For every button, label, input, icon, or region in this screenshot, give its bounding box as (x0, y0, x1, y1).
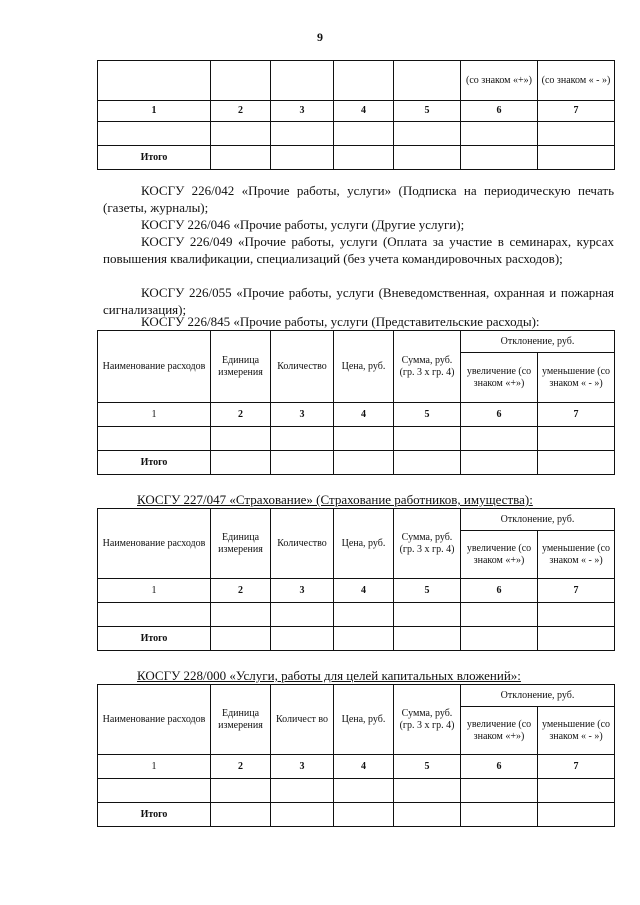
header-sum: Сумма, руб. (гр. 3 х гр. 4) (394, 509, 461, 579)
header-increase: увеличение (со знаком «+») (461, 353, 538, 403)
header-cell (98, 61, 211, 101)
total-label: Итого (98, 146, 211, 170)
col-number: 7 (538, 403, 615, 427)
header-quantity: Количество (271, 331, 334, 403)
header-unit: Единица измерения (211, 331, 271, 403)
header-deviation: Отклонение, руб. (461, 685, 615, 707)
paragraph-226-049: КОСГУ 226/049 «Прочие работы, услуги (Оплата за участие в семинарах, курсах повышения квалификации, специализаций (без учета командировочных расходов); (103, 234, 614, 266)
header-cell (394, 61, 461, 101)
paragraph-226-055: КОСГУ 226/055 «Прочие работы, услуги (Вневедомственная, охранная и пожарная сигнализация); (103, 285, 614, 317)
table-227-047 (97, 508, 615, 651)
total-label: Итого (98, 451, 211, 475)
header-increase: увеличение (со знаком «+») (461, 531, 538, 579)
col-number: 4 (334, 579, 394, 603)
table-row (98, 122, 615, 146)
header-price: Цена, руб. (334, 331, 394, 403)
col-number: 4 (334, 101, 394, 122)
header-sum: Сумма, руб. (гр. 3 х гр. 4) (394, 685, 461, 755)
col-number: 5 (394, 403, 461, 427)
col-number: 4 (334, 755, 394, 779)
col-number: 3 (271, 755, 334, 779)
header-price: Цена, руб. (334, 509, 394, 579)
col-number: 2 (211, 101, 271, 122)
total-row (98, 451, 615, 475)
header-unit: Единица измерения (211, 685, 271, 755)
column-number-row (98, 403, 615, 427)
header-unit: Единица измерения (211, 509, 271, 579)
col-number: 5 (394, 579, 461, 603)
heading-227-047: КОСГУ 227/047 «Страхование» (Страхование работников, имущества): (137, 492, 533, 507)
col-number: 6 (461, 101, 538, 122)
header-decrease: уменьшение (со знаком « - ») (538, 531, 615, 579)
col-number: 7 (538, 579, 615, 603)
header-quantity: Количест во (271, 685, 334, 755)
total-row (98, 146, 615, 170)
col-number: 3 (271, 101, 334, 122)
heading-228-000: КОСГУ 228/000 «Услуги, работы для целей капитальных вложений»: (137, 668, 521, 683)
header-sum: Сумма, руб. (гр. 3 х гр. 4) (394, 331, 461, 403)
col-number: 4 (334, 403, 394, 427)
header-decrease: (со знаком « - ») (538, 61, 615, 101)
col-number: 2 (211, 579, 271, 603)
table-row (98, 779, 615, 803)
col-number: 1 (98, 579, 211, 603)
page-number: 9 (317, 30, 323, 44)
table-226-845 (97, 330, 615, 475)
header-price: Цена, руб. (334, 685, 394, 755)
header-name: Наименование расходов (98, 509, 211, 579)
header-increase: увеличение (со знаком «+») (461, 707, 538, 755)
col-number: 6 (461, 403, 538, 427)
col-number: 2 (211, 403, 271, 427)
header-cell (271, 61, 334, 101)
total-label: Итого (98, 803, 211, 827)
col-number: 3 (271, 579, 334, 603)
total-label: Итого (98, 627, 211, 651)
table-228-000 (97, 684, 615, 827)
col-number: 7 (538, 755, 615, 779)
col-number: 7 (538, 101, 615, 122)
col-number: 1 (98, 101, 211, 122)
header-cell (334, 61, 394, 101)
col-number: 6 (461, 755, 538, 779)
col-number: 3 (271, 403, 334, 427)
header-name: Наименование расходов (98, 685, 211, 755)
total-row (98, 803, 615, 827)
header-increase: (со знаком «+») (461, 61, 538, 101)
col-number: 1 (98, 403, 211, 427)
total-row (98, 627, 615, 651)
col-number: 2 (211, 755, 271, 779)
col-number: 5 (394, 101, 461, 122)
col-number: 6 (461, 579, 538, 603)
col-number: 1 (98, 755, 211, 779)
header-decrease: уменьшение (со знаком « - ») (538, 707, 615, 755)
header-decrease: уменьшение (со знаком « - ») (538, 353, 615, 403)
header-quantity: Количество (271, 509, 334, 579)
header-deviation: Отклонение, руб. (461, 509, 615, 531)
table-row (98, 603, 615, 627)
column-number-row (98, 101, 615, 122)
column-number-row (98, 579, 615, 603)
column-number-row (98, 755, 615, 779)
table-continuation (97, 60, 615, 170)
paragraph-226-042: КОСГУ 226/042 «Прочие работы, услуги» (Подписка на периодическую печать (газеты, журналы); (103, 183, 614, 215)
table-row (98, 427, 615, 451)
header-deviation: Отклонение, руб. (461, 331, 615, 353)
header-name: Наименование расходов (98, 331, 211, 403)
paragraph-226-845: КОСГУ 226/845 «Прочие работы, услуги (Представительские расходы): (141, 314, 540, 329)
header-cell (211, 61, 271, 101)
paragraph-226-046: КОСГУ 226/046 «Прочие работы, услуги (Другие услуги); (141, 217, 465, 232)
col-number: 5 (394, 755, 461, 779)
